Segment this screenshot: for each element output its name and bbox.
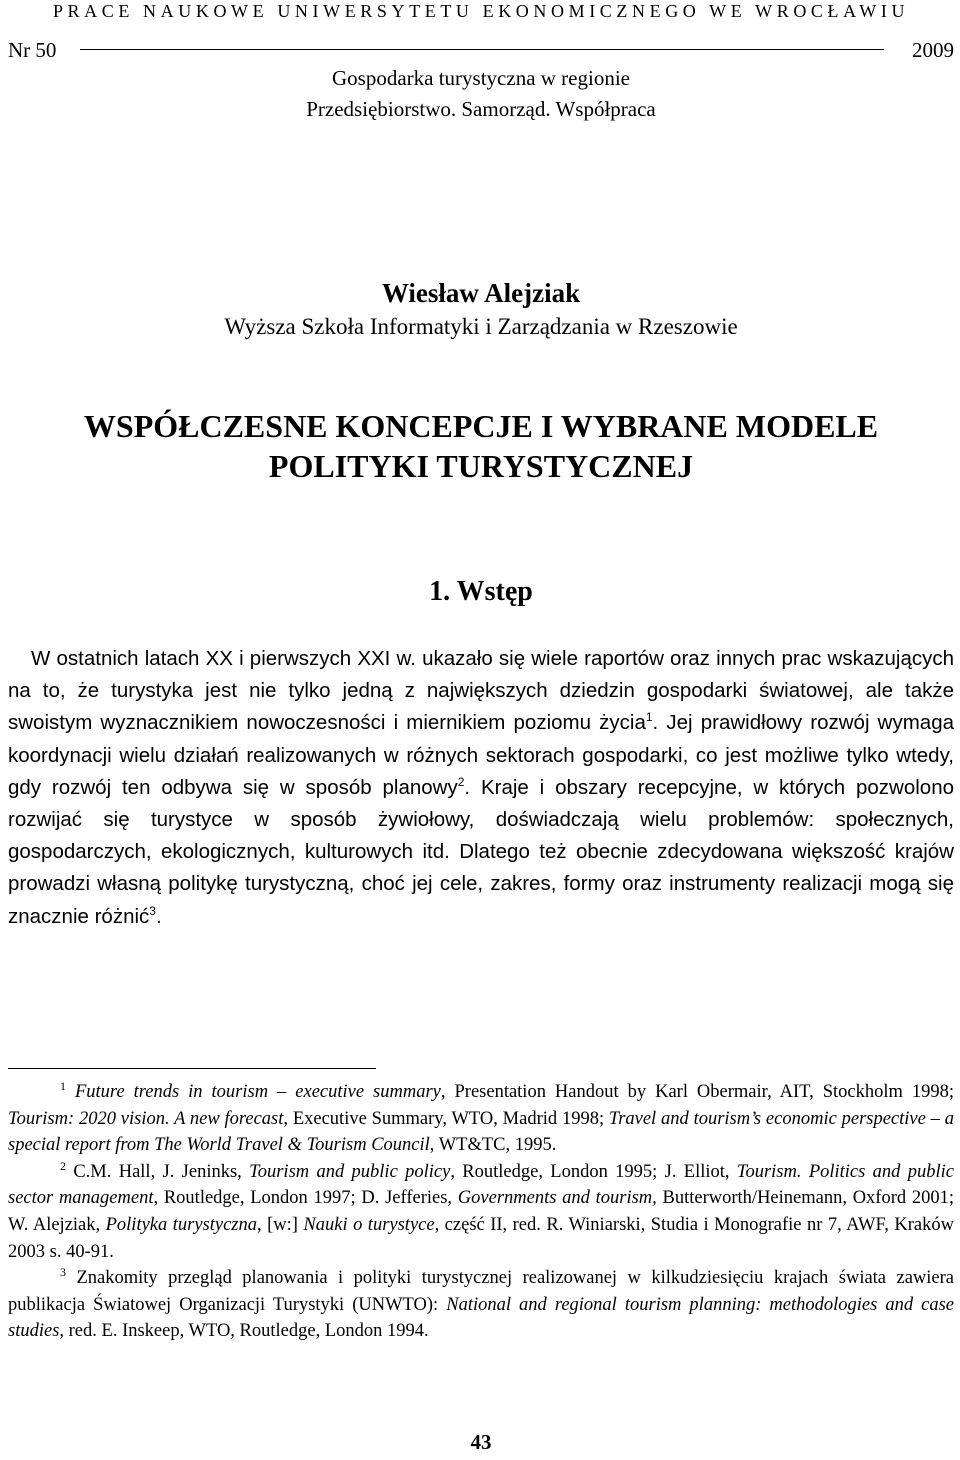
footnote-text: Znakomity przegląd planowania i polityki turystycznej realizowanej w kilkudziesięciu krajach świata zawiera publikacja Światowej Organizacji Turystyki (UNWTO):: [8, 1268, 955, 1315]
footnote-text: , [w:]: [257, 1214, 304, 1235]
footnote-marker: 1: [60, 1078, 66, 1093]
document-page: [8, 0, 954, 1460]
page-number: 43: [470, 1430, 492, 1454]
article-title-line: WSPÓŁCZESNE KONCEPCJE I WYBRANE MODELE: [83, 408, 879, 444]
article-title-line: POLITYKI TURYSTYCZNEJ: [268, 448, 694, 484]
footnote-text: Tourism. Politics and public sector management: [8, 1161, 954, 1209]
footnote-text: C.M. Hall, J. Jeninks,: [73, 1161, 250, 1182]
footnotes: [8, 1079, 954, 1345]
issue-title-line: Gospodarka turystyczna w regionie: [332, 66, 630, 90]
footnote: [8, 1265, 954, 1345]
footnote-text: , WT&TC, 1995.: [429, 1135, 557, 1156]
footnote-ref[interactable]: 1: [645, 710, 653, 725]
footnote-text: Butterworth/Heinemann, Oxford 2001; W. Alejziak,: [8, 1188, 954, 1235]
footnote-separator: [8, 1068, 376, 1069]
footnote-text: Nauki o turystyce: [303, 1214, 435, 1235]
issue-year: 2009: [912, 38, 954, 62]
intro-paragraph: W ostatnich latach XX i pierwszych XXI w. ukazało się wiele raportów oraz innych prac wskazujących na to, że turystyka jest nie tylko jedną z największych dziedzin gospodarki światowej, ale także swoistym wyznacznikiem nowoczesności i miernikiem poziomu życia$^1$. Jej prawidłowy rozwój wymaga koordynacji wielu działań realizowanych w różnych sektorach gospodarki, co jest możliwe tylko wtedy, gdy rozwój ten odbywa się w sposób planowy$^2$. Kraje i obszary recepcyjne, w których pozwolono rozwijać się turystyce w sposób żywiołowy, doświadczają wielu problemów: społecznych, gospodarczych, ekologicznych, kulturowych itd. Dlatego też obecnie zdecydowana większość krajów prowadzi własną politykę turystyczną, choć jej cele, zakres, formy oraz instrumenty realizacji mogą się znacznie różnić$^3$.: [8, 647, 954, 928]
footnote-ref[interactable]: 3: [149, 903, 156, 918]
footnote-marker: 2: [60, 1158, 66, 1173]
footnote-text: National and regional tourism planning: methodologies and case studies: [8, 1294, 955, 1342]
footnote-text: , Presentation Handout by Karl Obermair, AIT, Stockholm 1998;: [440, 1082, 954, 1102]
footnote-text: Governments and tourism,: [457, 1188, 657, 1209]
article-title: [8, 406, 954, 486]
footnote-text: Tourism: 2020 vision. A new forecast: [8, 1108, 284, 1129]
footnote-text: Polityka turystyczna: [105, 1214, 257, 1235]
footnote-text: , Routledge, London 1995; J. Elliot,: [450, 1161, 737, 1182]
footnote: [8, 1159, 954, 1265]
footnote-text: , Executive Summary, WTO, Madrid 1998;: [283, 1108, 609, 1129]
author-affiliation: Wyższa Szkoła Informatyki i Zarządzania w Rzeszowie: [224, 314, 738, 339]
issue-subtitle-line: Przedsiębiorstwo. Samorząd. Współpraca: [306, 97, 656, 121]
footnote-text: Tourism and public policy: [249, 1161, 451, 1182]
footnote-marker: 3: [60, 1265, 66, 1279]
footnote-text: , część II, red. R. Winiarski, Studia i Monografie nr 7, AWF, Kraków 2003 s. 40-91.: [8, 1214, 955, 1262]
footnote-text: , Routledge, London 1997; D. Jefferies,: [153, 1188, 458, 1209]
header-rule: [80, 49, 884, 50]
author-name: Wiesław Alejziak: [381, 278, 581, 308]
footnote: [8, 1079, 954, 1159]
footnote-ref[interactable]: 2: [457, 774, 465, 789]
section-heading: 1. Wstęp: [429, 576, 533, 607]
body-text: [8, 643, 954, 933]
journal-name: PRACE NAUKOWE UNIWERSYTETU EKONOMICZNEGO WE WROCŁAWIU: [52, 1, 910, 21]
footnote-text: Future trends in tourism – executive summary: [74, 1082, 441, 1102]
footnote-text: , red. E. Inskeep, WTO, Routledge, London 1994.: [59, 1321, 429, 1342]
footnote-text: Travel and tourism’s economic perspective – a special report from The World Travel & Tourism Council: [8, 1108, 954, 1156]
issue-row: [8, 34, 954, 64]
issue-number: Nr 50: [8, 38, 57, 62]
